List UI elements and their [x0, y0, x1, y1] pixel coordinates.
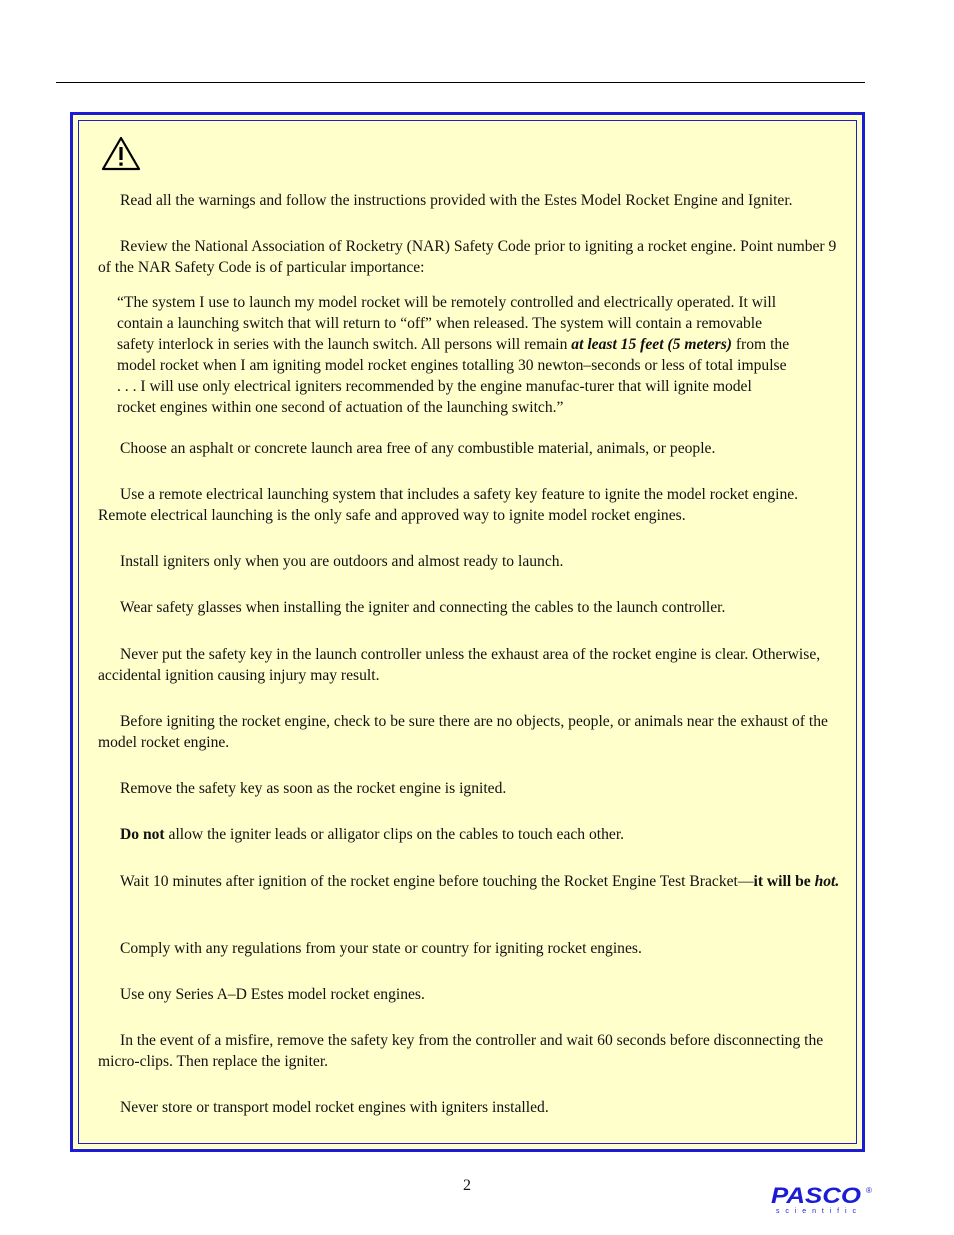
igniter-leads-text: allow the igniter leads or alligator clips on the cables to touch each other. — [164, 826, 625, 843]
warning-launch-area: Choose an asphalt or concrete launch area free of any combustible material, animals, or people. — [120, 440, 716, 457]
warning-box — [70, 112, 865, 1152]
warning-igniter-leads — [98, 824, 843, 845]
nar-code-quote — [117, 292, 791, 418]
warning-nar-safety-code: Review the National Association of Rocketry (NAR) Safety Code prior to igniting a rocket engine. Point number 9 of the NAR Safety Code is of particular importance: — [98, 238, 837, 276]
logo-wordmark: PASCO — [771, 1183, 861, 1208]
warning-read-instructions: Read all the warnings and follow the instructions provided with the Estes Model Rocket Engine and Igniter. — [120, 192, 793, 209]
page-number: 2 — [463, 1177, 471, 1194]
hot-emphasis: hot. — [814, 873, 840, 890]
caution-triangle-icon — [100, 135, 142, 173]
wait-text: Wait 10 minutes after ignition of the rocket engine before touching the Rocket Engine Test Bracket— — [120, 873, 754, 890]
it-will-be-emphasis: it will be — [753, 873, 815, 890]
quote-text-part1: “The system I use to launch my model rocket will be remotely controlled and electrically operated. It will contain a launching switch that will return to “off” when released. The system will contain a removable safety interlock in series with the launch switch. All persons will remain — [117, 294, 777, 353]
warning-storage: Never store or transport model rocket engines with igniters installed. — [120, 1099, 549, 1116]
warning-misfire: In the event of a misfire, remove the safety key from the controller and wait 60 seconds before disconnecting the micro-clips. Then replace the igniter. — [98, 1032, 824, 1070]
registered-mark: ® — [866, 1186, 872, 1195]
warning-engine-series: Use ony Series A–D Estes model rocket engines. — [120, 986, 425, 1003]
warning-wait-hot — [98, 871, 843, 892]
warning-check-exhaust: Before igniting the rocket engine, check to be sure there are no objects, people, or animals near the exhaust of the model rocket engine. — [98, 713, 828, 751]
pasco-logo — [770, 1183, 876, 1215]
quote-text-part2: from the model rocket when I am igniting model rocket engines totalling 30 newton–seconds or less of total impulse . . . I will use only electrical igniters recommended by the engine manufac-turer that will ignite model rocket engines within one second of actuation of the launching switch.” — [117, 336, 790, 416]
warning-remove-key: Remove the safety key as soon as the rocket engine is ignited. — [120, 780, 507, 797]
do-not-emphasis: Do not — [120, 826, 165, 843]
warning-install-igniters: Install igniters only when you are outdoors and almost ready to launch. — [120, 553, 564, 570]
quote-emphasis: at least 15 feet (5 meters) — [571, 336, 732, 353]
warning-safety-glasses: Wear safety glasses when installing the igniter and connecting the cables to the launch controller. — [120, 599, 726, 616]
header-rule — [56, 82, 865, 83]
warning-regulations: Comply with any regulations from your state or country for igniting rocket engines. — [120, 940, 642, 957]
warning-remote-launch: Use a remote electrical launching system that includes a safety key feature to ignite the model rocket engine. Remote electrical launching is the only safe and approved way to ignite model rocket engines. — [98, 486, 799, 524]
warning-safety-key: Never put the safety key in the launch controller unless the exhaust area of the rocket engine is clear. Otherwise, accidental ignition causing injury may result. — [98, 646, 821, 684]
logo-subtext: scientific — [776, 1208, 856, 1215]
